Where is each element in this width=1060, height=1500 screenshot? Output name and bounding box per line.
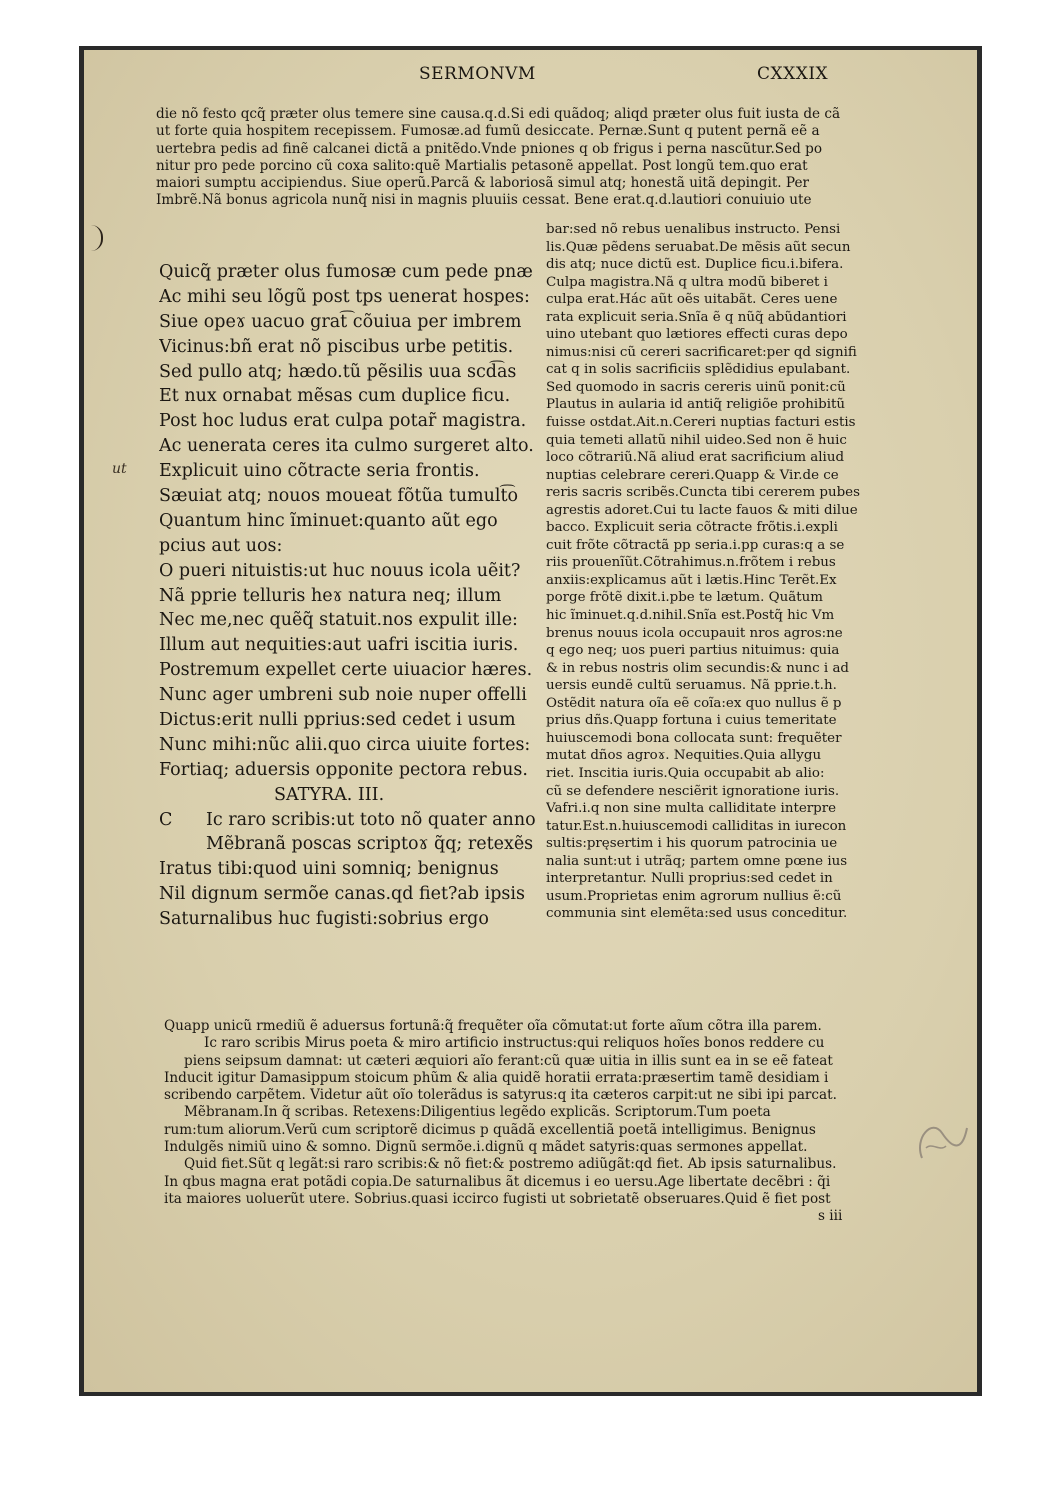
signature-mark: s iii (818, 1208, 843, 1225)
verse-line: Sed pullo atq; hædo.tũ pẽsilis uua scd͡as (159, 361, 517, 382)
commentary-line: Ostẽdit natura oĩa eẽ coĩa:ex quo nullus ẽ p (546, 695, 842, 711)
commentary-line: riis prouenĩũt.Cõtrahimus.n.frõtem i rebus (546, 555, 836, 571)
commentary-line: Sed quomodo in sacris cereris uinũ ponit:cũ (546, 379, 846, 395)
commentary-line: cũ se defendere nesciẽrit ignoratione iuris. (546, 783, 840, 799)
commentary-line: nalia sunt:ut i utrãq; partem omne pœne ius (546, 853, 848, 869)
commentary-line: huiuscemodi bona collocata sunt: frequẽter (546, 730, 842, 746)
commentary-line: culpa erat.Hác aũt oẽs uitabãt. Ceres uene (546, 292, 838, 308)
verse-line: Post hoc ludus erat culpa potar̃ magistra. (159, 411, 527, 432)
verse-line: Vicinus:bñ erat nõ piscibus urbe petitis. (159, 336, 514, 357)
verse-line: Fortiaq; aduersis opponite pectora rebus. (159, 759, 528, 780)
commentary-line: ut forte quia hospitem recepissem. Fumosæ.ad fumũ desiccate. Pernæ.Sunt q putent pernã eẽ a (156, 123, 820, 140)
verse-text (159, 260, 544, 932)
verse-line: Mẽbranã poscas scriptoɤ q̃q; retexẽs (206, 834, 534, 855)
commentary-line: Quapp unicũ rmediũ ẽ aduersus fortunã:q̃ frequẽter oĩa cõmutat:ut forte aĩum cõtra illa parem. (164, 1018, 822, 1034)
commentary-line: uino utebant quo lætiores effecti curas depo (546, 327, 848, 343)
commentary-line: Quid fiet.Sũt q legãt:si raro scribis:& nõ fiet:& postremo adiũgãt:qd fiet. Ab ipsis saturnalibus. (184, 1156, 837, 1173)
verse-line: Et nux ornabat mẽsas cum duplice ficu. (159, 386, 511, 407)
folio-number: CXXXIX (757, 64, 829, 84)
satire-heading: SATYRA. III. (274, 784, 385, 805)
verse-line: Nil dignum sermõe canas.qd fiet?ab ipsis (159, 884, 525, 905)
commentary-line: quia temeti allatũ nihil uideo.Sed non ẽ huic (546, 432, 847, 448)
commentary-line: mutat dños agroɤ. Nequities.Quia allygu (546, 748, 822, 764)
commentary-line: cuit frõte cõtractã pp seria.i.pp curas:q a se (546, 537, 845, 553)
initial-mark: C (159, 809, 173, 830)
verse-line: Ac mihi seu lõgũ post tps uenerat hospes: (159, 286, 530, 307)
commentary-line: piens seipsum damnat: ut cæteri æquiori aĩo ferant:cũ quæ uitia in illis sunt ea in se eẽ fateat (184, 1052, 833, 1069)
verse-line: Iratus tibi:quod uini somniq; benignus (159, 859, 499, 880)
commentary-line: uertebra pedis ad finẽ calcanei dictã a pnitẽdo.Vnde pniones q ob frigus i perna nascũtur.Sed po (156, 140, 823, 157)
commentary-line: interpretantur. Nulli proprius:sed cedet in (546, 871, 833, 887)
verse-line: Saturnalibus huc fugisti:sobrius ergo (159, 909, 489, 930)
verse-line: Sæuiat atq; nouos moueat fõtũa tumult͡o (159, 486, 519, 507)
commentary-line: scribendo carpẽtem. Videtur aũt oĩo tolerãdus is satyrus:q ita cæteros carpit:ut ne sibi ipi parcat. (164, 1087, 837, 1104)
verse-line: O pueri nituistis:ut huc nouus icola uẽit? (159, 560, 521, 581)
verse-line: Illum aut nequities:aut uafri iscitia iuris. (159, 635, 519, 656)
commentary-line: tatur.Est.n.huiuscemodi calliditas in iurecon (546, 818, 847, 834)
commentary-line: sultis:pręsertim i his quorum patrocinia ue (546, 836, 838, 852)
commentary-line: hic ĩminuet.q.d.nihil.Snĩa est.Postq̃ hic Vm (546, 608, 835, 624)
commentary-line: Indulgẽs nimiũ uino & somno. Dignũ sermõe.i.dignũ q mãdet satyris:quas sermones appellat. (164, 1139, 808, 1156)
commentary-line: Imbrẽ.Nã bonus agricola nunq̃ nisi in magnis pluuiis cessat. Bene erat.q.d.lautiori conuiuio ute (156, 192, 812, 209)
scan-frame (79, 46, 982, 1396)
verse-line: Nec me,nec quẽq̃ statuit.nos expulit ille: (159, 610, 518, 631)
commentary-line: reris sacris scribẽs.Cuncta tibi cererem pubes (546, 485, 860, 501)
commentary-line: riet. Inscitia iuris.Quia occupabit ab alio: (546, 765, 825, 781)
commentary-line: Plautus in aularia id antiq̃ religiõe prohibitũ (546, 397, 845, 413)
verse-line: Ac uenerata ceres ita culmo surgeret alto. (159, 436, 534, 457)
verse-line: Postremum expellet certe uiuacior hæres. (159, 660, 533, 681)
commentary-bottom (164, 1018, 888, 1226)
verse-line: Dictus:erit nulli pprius:sed cedet i usum (159, 710, 516, 731)
commentary-line: usum.Proprietas enim agrorum nullius ẽ:cũ (546, 888, 842, 904)
verse-line: Ic raro scribis:ut toto nõ quater anno (206, 809, 536, 830)
commentary-line: nimus:nisi cũ cereri sacrificaret:per qd signifi (546, 344, 857, 360)
commentary-line: anxiis:explicamus aũt i lætis.Hinc Terẽt.Ex (546, 572, 837, 588)
commentary-line: nuptias celebrare cereri.Quapp & Vir.de ce (546, 467, 839, 483)
commentary-line: & in rebus nostris olim secundis:& nunc i ad (546, 660, 850, 676)
verse-line: pcius aut uos: (159, 535, 283, 556)
commentary-line: cat q in solis sacrificiis splẽdidius epulabant. (546, 362, 851, 378)
verse-line: Nunc mihi:nũc alii.quo circa uiuite fortes: (159, 734, 531, 755)
verse-line: Quantum hinc ĩminuet:quanto aũt ego (159, 510, 498, 531)
commentary-right (546, 221, 888, 923)
commentary-line: lis.Quæ pẽdens seruabat.De mẽsis aũt secun (546, 239, 851, 255)
commentary-line: Inducit igitur Damasippum stoicum phũm & alia quidẽ horatii errata:præsertim tamẽ desidiam i (164, 1069, 829, 1086)
margin-brace-mark (89, 225, 103, 251)
commentary-line: q ego neq; uos pueri partius nituimus: quia (546, 643, 840, 659)
verse-line: Nã pprie telluris heɤ natura neq; illum (159, 585, 502, 606)
verse-line: Explicuit uino cõtracte seria frontis. (159, 461, 480, 482)
commentary-line: porge frõtẽ dixit.i.pbe te lætum. Quãtum (546, 590, 823, 606)
commentary-line: Vafri.i.q non sine multa calliditate interpre (546, 801, 837, 817)
verse-line: Siue opeɤ uacuo grat͡ cõuiua per imbrem (159, 311, 522, 332)
commentary-line: maiori sumptu accipiendus. Siue operũ.Parcã & laboriosã simul atq; honestã uitã depingit. Per (156, 175, 809, 192)
commentary-line: communia sint elemẽta:sed usus conceditur. (546, 906, 848, 922)
commentary-line: Ic raro scribis Mirus poeta & miro artificio instructus:qui reliquos hoĩes bonos reddere cu (204, 1035, 825, 1052)
page-header (84, 64, 977, 88)
commentary-line: ita maiores uoluerũt utere. Sobrius.quasi iccirco fugisti ut sobrietatẽ obseruares.Quid ẽ fiet post (164, 1190, 831, 1207)
commentary-line: loco cõtrariũ.Nã aliud erat sacrificium aliud (546, 450, 845, 466)
commentary-line: Mẽbranam.In q̃ scribas. Retexens:Diligentius legẽdo explicãs. Scriptorum.Tum poeta (184, 1104, 771, 1121)
commentary-line: fuisse ostdat.Ait.n.Cereri nuptias facturi estis (546, 415, 856, 431)
commentary-line: bar:sed nõ rebus uenalibus instructo. Pensi (546, 222, 841, 237)
commentary-line: rata explicuit seria.Snĩa ẽ q nũq̃ abũdantiori (546, 309, 847, 325)
commentary-line: bacco. Explicuit seria cõtracte frõtis.i.expli (546, 520, 838, 536)
commentary-line: agrestis adoret.Cui tu lacte fauos & miti dilue (546, 502, 858, 518)
commentary-line: rum:tum aliorum.Verũ cum scriptorẽ dicimus p quãdã excellentiã poetã intelligimus. Benignus (164, 1121, 816, 1138)
commentary-line: dis atq; nuce dictũ est. Duplice ficu.i.bifera. (546, 257, 844, 273)
verse-line: Nunc ager umbreni sub noie nuper offelli (159, 685, 527, 706)
commentary-line: nitur pro pede porcino cũ coxa salito:quẽ Martialis petasonẽ appellat. Post longũ tem.quo erat (156, 157, 808, 174)
book-page (84, 50, 977, 1392)
library-stamp-icon (912, 1108, 972, 1168)
verse-line: Quicq̃ præter olus fumosæ cum pede pnæ (159, 262, 533, 282)
margin-annotation: ut (112, 461, 127, 477)
commentary-line: Culpa magistra.Nã q ultra modũ biberet i (546, 274, 828, 290)
commentary-line: brenus nouus icola occupauit nros agros:ne (546, 625, 843, 641)
commentary-line: prius dñs.Quapp fortuna i cuius temeritate (546, 713, 837, 729)
running-title: SERMONVM (419, 64, 536, 84)
commentary-line: In qbus magna erat potãdi copia.De saturnalibus ãt dicemus i eo uersu.Age libertate decẽbri : q̃i (164, 1173, 831, 1190)
commentary-line: die nõ festo qcq̃ præter olus temere sine causa.q.d.Si edi quãdoq; aliqd præter olus fuit iusta de cã (156, 106, 841, 122)
commentary-top (156, 106, 886, 210)
commentary-line: uersis eundẽ cultũ seruamus. Nã pprie.t.h. (546, 678, 837, 694)
